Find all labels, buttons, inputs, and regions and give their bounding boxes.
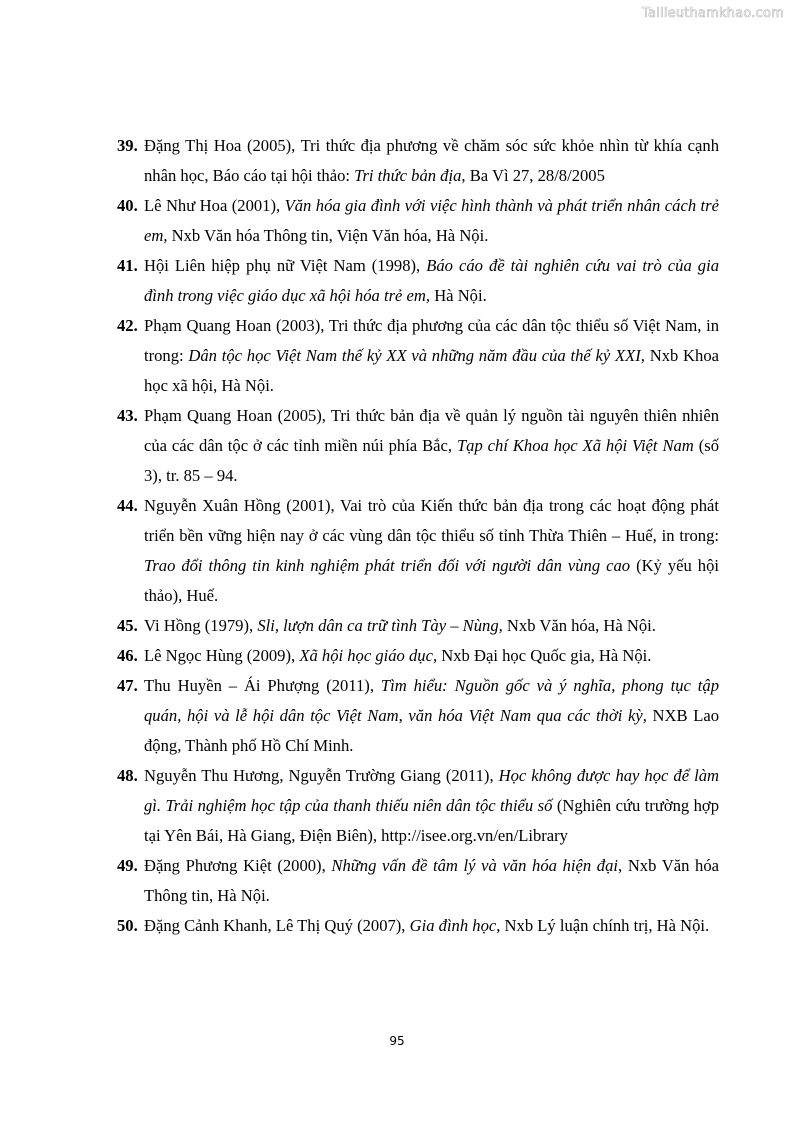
reference-number: 41.	[117, 256, 138, 275]
reference-item	[117, 851, 719, 911]
reference-number: 40.	[117, 196, 138, 215]
reference-item	[117, 671, 719, 761]
reference-text: Đặng Cảnh Khanh, Lê Thị Quý (2007),	[144, 916, 410, 935]
reference-item	[117, 401, 719, 491]
reference-publication: , Nxb Văn hóa Thông tin, Hà Nội.	[144, 856, 719, 905]
reference-title: Tri thức bản địa	[354, 166, 462, 185]
reference-publication: Nxb Đại học Quốc gia, Hà Nội.	[437, 646, 652, 665]
reference-number: 43.	[117, 406, 138, 425]
reference-publication: Nxb Khoa học xã hội, Hà Nội.	[144, 346, 719, 395]
watermark: Tailieuthamkhao.com	[642, 6, 784, 21]
reference-text: Lê Như Hoa (2001),	[144, 196, 285, 215]
reference-title: Xã hội học giáo dục,	[299, 646, 438, 665]
reference-text: Lê Ngọc Hùng (2009),	[144, 646, 300, 665]
reference-number: 39.	[117, 136, 138, 155]
reference-text: Nguyễn Xuân Hồng (2001), Vai trò của Kiến thức bản địa trong các hoạt động phát triển bền vững hiện nay ở các vùng dân tộc thiểu số tỉnh Thừa Thiên – Huế, in trong:	[144, 496, 719, 545]
reference-publication: Hà Nội.	[430, 286, 487, 305]
reference-publication: Nxb Văn hóa, Hà Nội.	[502, 616, 656, 635]
reference-title: Văn hóa gia đình với việc hình thành và phát triển nhân cách trẻ em,	[144, 196, 719, 245]
reference-title: Tạp chí Khoa học Xã hội Việt Nam	[456, 436, 694, 455]
reference-number: 49.	[117, 856, 138, 875]
reference-number: 50.	[117, 916, 138, 935]
reference-list	[117, 131, 719, 941]
reference-title: Dân tộc học Việt Nam thế kỷ XX và những năm đầu của thế kỷ XXI,	[188, 346, 645, 365]
reference-text: Đặng Thị Hoa (2005), Tri thức địa phương về chăm sóc sức khỏe nhìn từ khía cạnh nhân học, Báo cáo tại hội thảo:	[144, 136, 719, 185]
reference-text: Phạm Quang Hoan (2003), Tri thức địa phương của các dân tộc thiểu số Việt Nam, in trong:	[144, 316, 719, 365]
reference-publication: (Nghiên cứu trường hợp tại Yên Bái, Hà Giang, Điện Biên), http://isee.org.vn/en/Library	[144, 796, 719, 845]
reference-number: 46.	[117, 646, 138, 665]
reference-title: Gia đình học,	[409, 916, 501, 935]
reference-item	[117, 641, 719, 671]
reference-text: Đặng Phương Kiệt (2000),	[144, 856, 332, 875]
reference-text: Phạm Quang Hoan (2005), Tri thức bản địa về quản lý nguồn tài nguyên thiên nhiên của các dân tộc ở các tỉnh miền núi phía Bắc,	[144, 406, 719, 455]
reference-text: Nguyễn Thu Hương, Nguyễn Trường Giang (2011),	[144, 766, 499, 785]
reference-item	[117, 131, 719, 191]
reference-publication: (số 3), tr. 85 – 94.	[144, 436, 719, 485]
reference-number: 48.	[117, 766, 138, 785]
reference-item	[117, 491, 719, 611]
reference-publication: (Kỷ yếu hội thảo), Huế.	[144, 556, 719, 605]
reference-number: 47.	[117, 676, 138, 695]
reference-item	[117, 311, 719, 401]
reference-publication: Nxb Văn hóa Thông tin, Viện Văn hóa, Hà Nội.	[167, 226, 489, 245]
reference-title: Những vấn đề tâm lý và văn hóa hiện đại	[331, 856, 619, 875]
reference-title: Học không được hay học để làm gì. Trải nghiệm học tập của thanh thiếu niên dân tộc thiểu số	[144, 766, 719, 815]
reference-title: Trao đổi thông tin kinh nghiệm phát triển đối với người dân vùng cao	[144, 556, 631, 575]
page-number: 95	[389, 1034, 405, 1048]
reference-publication: , Ba Vì 27, 28/8/2005	[461, 166, 605, 185]
reference-text: Thu Huyền – Ái Phượng (2011),	[144, 676, 381, 695]
reference-item	[117, 611, 719, 641]
reference-title: Báo cáo đề tài nghiên cứu vai trò của gia đình trong việc giáo dục xã hội hóa trẻ em,	[144, 256, 719, 305]
reference-text: Vi Hồng (1979),	[144, 616, 258, 635]
reference-title: Tìm hiểu: Nguồn gốc và ý nghĩa, phong tục tập quán, hội và lễ hội dân tộc Việt Nam, văn hóa Việt Nam qua các thời kỳ,	[144, 676, 719, 725]
reference-number: 42.	[117, 316, 138, 335]
reference-publication: NXB Lao động, Thành phố Hồ Chí Minh.	[144, 706, 719, 755]
reference-number: 45.	[117, 616, 138, 635]
reference-item	[117, 911, 719, 941]
reference-publication: Nxb Lý luận chính trị, Hà Nội.	[500, 916, 710, 935]
reference-text: Hội Liên hiệp phụ nữ Việt Nam (1998),	[144, 256, 427, 275]
reference-item	[117, 251, 719, 311]
reference-title: Sli, lượn dân ca trữ tình Tày – Nùng,	[257, 616, 503, 635]
reference-item	[117, 761, 719, 851]
reference-number: 44.	[117, 496, 138, 515]
reference-item	[117, 191, 719, 251]
